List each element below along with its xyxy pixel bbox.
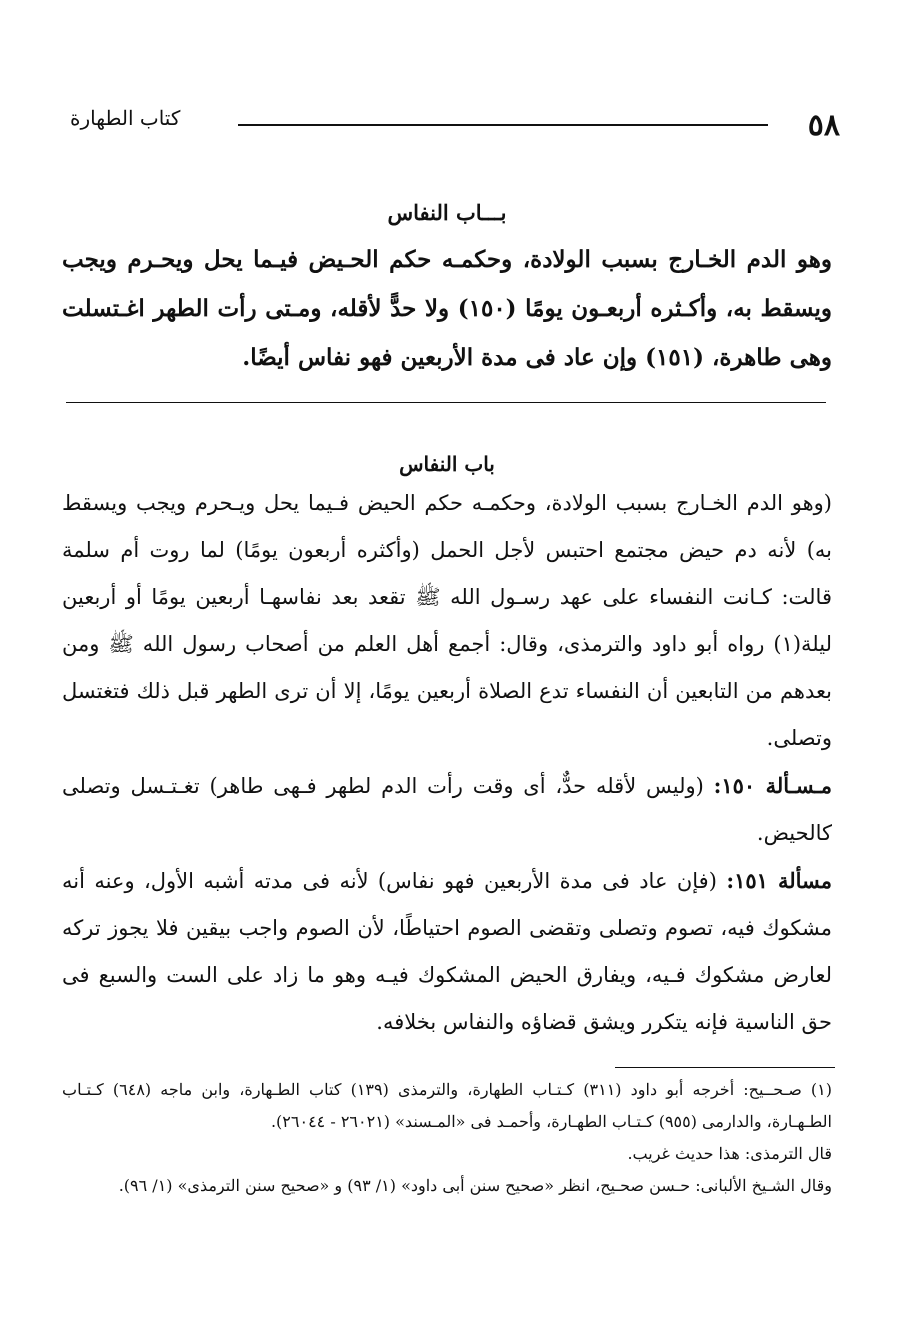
matn-chapter-title: بـــاب النفاس	[387, 200, 507, 225]
running-title: كتاب الطهارة	[70, 106, 181, 130]
matn-section	[62, 200, 832, 382]
footnotes	[62, 1074, 832, 1202]
page-number: ٥٨	[807, 108, 840, 143]
commentary-section	[62, 452, 832, 1046]
footnote-tirmidhi: قال الترمذى: هذا حديث غريب.	[627, 1144, 832, 1163]
section-divider	[66, 402, 826, 403]
commentary-chapter-title: باب النفاس	[399, 452, 495, 476]
header-rule	[238, 124, 768, 126]
footnote-albani: وقال الشـيخ الألبانى: حـسن صحـيح، انظر «صحيح سنن أبى داود» (١/ ٩٣) و «صحيح سنن الترمذى» (١/ ٩٦).	[118, 1176, 832, 1195]
masala-150-label: مـسـألة ١٥٠:	[713, 773, 832, 798]
masala-151	[62, 857, 832, 1046]
masala-150	[62, 762, 832, 857]
footnote-rule	[615, 1067, 835, 1068]
running-header	[60, 100, 840, 143]
commentary-paragraph: (وهو الدم الخـارج بسبب الولادة، وحكمـه حكم الحيض فـيما يحل ويـحرم ويجب ويسقط به) لأنه دم حيض مجتمع احتبس لأجل الحمل (وأكثره أربعون يومًا) لما روت أم سلمة قالت: كـانت النفساء على عهد رسـول الله ﷺ تقعد بعد نفاسهـا أربعين يومًا أو أربعين ليلة(١) رواه أبو داود والترمذى، وقال: أجمع أهل العلم من أصحاب رسول الله ﷺ ومن بعدهم من التابعين أن النفساء تدع الصلاة أربعين يومًا، إلا أن ترى الطهر قبل ذلك فتغتسل وتصلى.	[62, 491, 832, 750]
masala-151-text: (فإن عاد فى مدة الأربعين فهو نفاس) لأنه فى مدته أشبه الأول، وعنه أنه مشكوك فيه، تصوم وتصلى وتقضى الصوم احتياطًا، لأن الصوم واجب بيقين فلا يجوز تركه لعارض مشكوك فـيه، ويفارق الحيض المشكوك فيـه وهو ما زاد على الست والسبع فى حق الناسية فإنه يتكرر ويشق قضاؤه والنفاس بخلافه.	[62, 869, 832, 1034]
masala-151-label: مسألة ١٥١:	[726, 868, 832, 893]
masala-150-text: (وليس لأقله حدٌّ، أى وقت رأت الدم لطهر فـهى طاهر) تغـتـسل وتصلى كالحيض.	[62, 774, 832, 845]
matn-text: وهو الدم الخـارج بسبب الولادة، وحكمـه حكم الحـيض فيـما يحل ويحـرم ويجب ويسقط به، وأكـثره أربعـون يومًا (١٥٠) ولا حدًّ لأقله، ومـتى رأت الطهر اغـتسلت وهى طاهرة، (١٥١) وإن عاد فى مدة الأربعين فهو نفاس أيضًا.	[62, 246, 832, 371]
footnote-1: (١) صـحــيح: أخرجه أبو داود (٣١١) كـتـاب الطهارة، والترمذى (١٣٩) كتاب الطـهارة، وابن ماجه (٦٤٨) كـتـاب الطـهـارة، والدارمى (٩٥٥) كـتـاب الطهـارة، وأحمـد فى «المـسند» (٢٦٠٢١ - ٢٦٠٤٤).	[62, 1080, 833, 1131]
